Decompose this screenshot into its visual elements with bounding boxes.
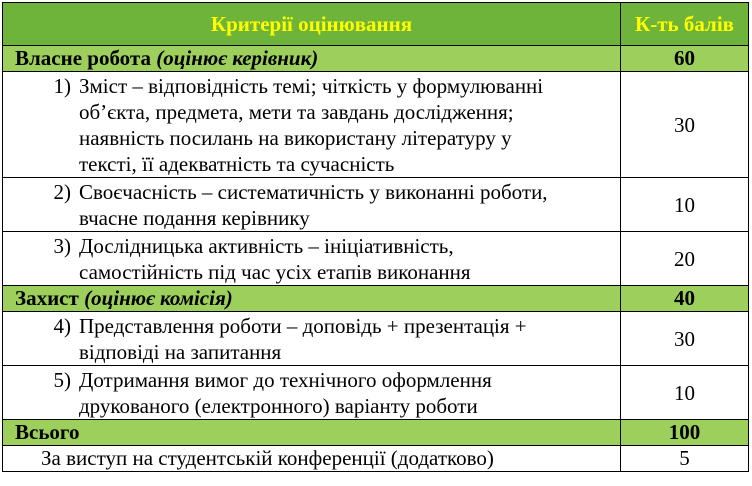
criterion-cell: [3, 312, 621, 366]
section-note: (оцінює керівник): [156, 46, 319, 70]
section-label: [3, 286, 621, 312]
criterion-number: 4): [53, 314, 71, 338]
criterion-line: наявність посилань на використану літературу у: [79, 126, 512, 150]
criterion-line: Дослідницька активність – ініціативність,: [79, 234, 454, 258]
section-row: [3, 286, 749, 312]
total-row: [3, 420, 749, 446]
criterion-number: 1): [53, 74, 71, 98]
criterion-number: 2): [53, 180, 71, 204]
section-points: 60: [621, 46, 749, 72]
criterion-line: друкованого (електронного) варіанту роботи: [79, 394, 478, 418]
criteria-column-header: Критерії оцінювання: [3, 3, 621, 46]
criterion-text: [71, 367, 492, 419]
criterion-text: [71, 179, 548, 231]
bonus-points: 5: [621, 446, 749, 472]
criterion-row: [3, 312, 749, 366]
criterion-line: об’єкта, предмета, мети та завдань дослідження;: [79, 100, 514, 124]
criterion-points: 10: [621, 366, 749, 420]
bonus-label: За виступ на студентській конференції (додатково): [3, 446, 621, 472]
section-row: [3, 46, 749, 72]
criterion-points: 20: [621, 232, 749, 286]
criterion-line: Своєчасність – систематичність у виконанні роботи,: [79, 180, 548, 204]
criterion-points: 10: [621, 178, 749, 232]
criterion-line: Дотримання вимог до технічного оформлення: [79, 368, 492, 392]
criterion-row: [3, 178, 749, 232]
criterion-points: 30: [621, 72, 749, 178]
points-column-header: К-ть балів: [621, 3, 749, 46]
criterion-line: самостійність під час усіх етапів виконання: [79, 260, 471, 284]
criterion-line: Представлення роботи – доповідь + презентація +: [79, 314, 527, 338]
criterion-line: тексті, її адекватність та сучасність: [79, 152, 395, 176]
criterion-line: Зміст – відповідність темі; чіткість у формулюванні: [79, 74, 544, 98]
criterion-points: 30: [621, 312, 749, 366]
criterion-cell: [3, 178, 621, 232]
bonus-row: [3, 446, 749, 472]
section-points: 40: [621, 286, 749, 312]
section-title: Захист: [15, 286, 79, 310]
criterion-cell: [3, 366, 621, 420]
criterion-number: 5): [53, 368, 71, 392]
criterion-text: [71, 233, 471, 285]
criterion-cell: [3, 72, 621, 178]
criterion-number: 3): [53, 234, 71, 258]
criterion-text: [71, 313, 527, 365]
criterion-row: [3, 366, 749, 420]
table-header-row: [3, 3, 749, 46]
section-note: (оцінює комісія): [84, 286, 233, 310]
grading-criteria-table: [2, 2, 749, 472]
criterion-row: [3, 232, 749, 286]
criterion-row: [3, 72, 749, 178]
section-title: Власне робота: [15, 46, 151, 70]
total-label: Всього: [3, 420, 621, 446]
total-points: 100: [621, 420, 749, 446]
criterion-cell: [3, 232, 621, 286]
criterion-text: [71, 73, 543, 177]
criterion-line: вчасне подання керівнику: [79, 206, 310, 230]
criterion-line: відповіді на запитання: [79, 340, 282, 364]
section-label: [3, 46, 621, 72]
